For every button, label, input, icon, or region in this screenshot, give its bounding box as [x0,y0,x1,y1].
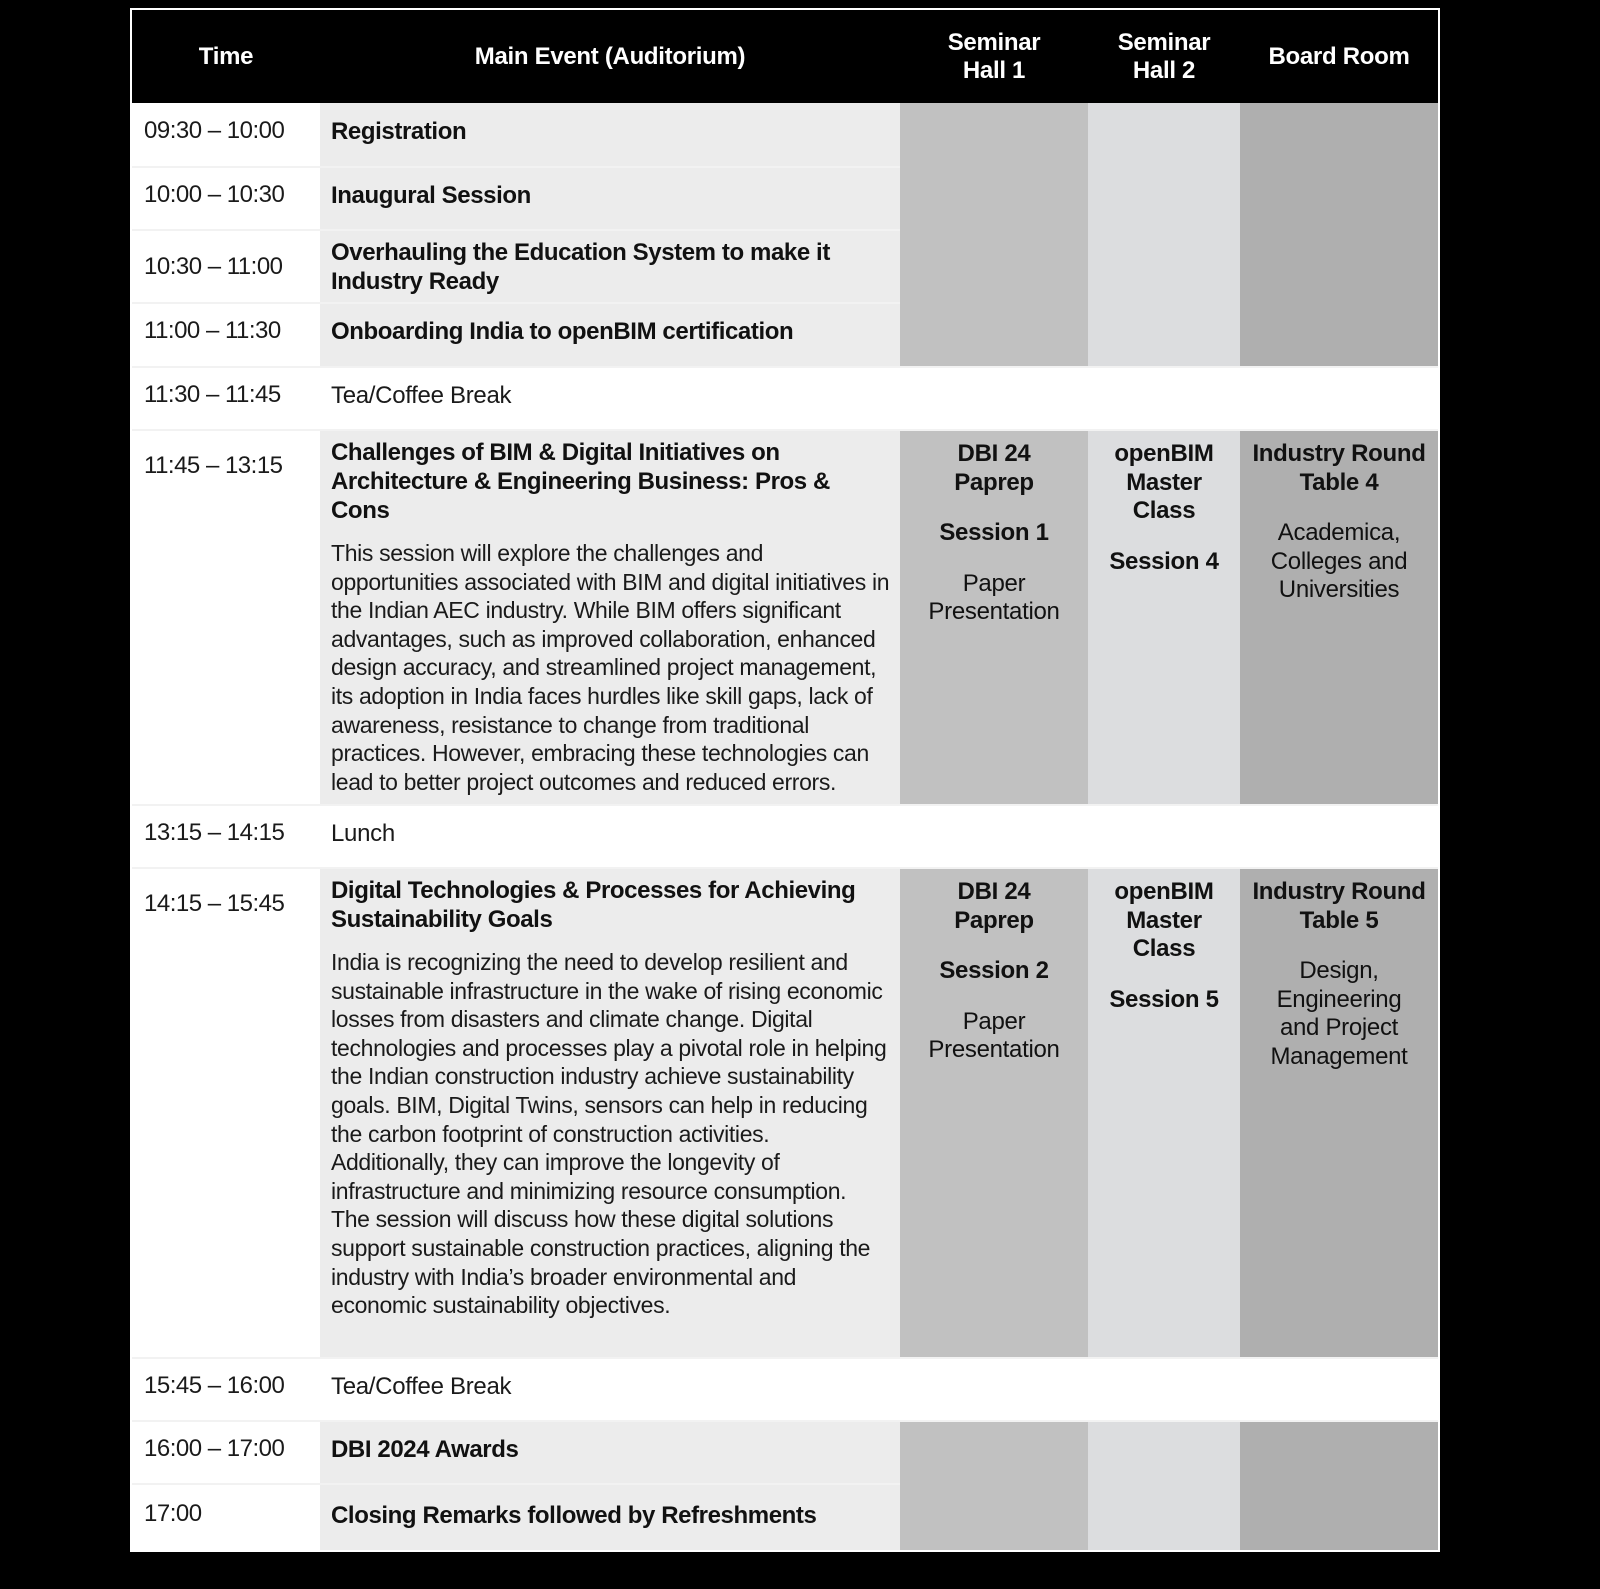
header-label-line: Hall 1 [962,56,1026,84]
seminar-hall-2-session-4 [1088,430,1240,805]
row-divider [132,166,900,168]
schedule-table [132,10,1438,1550]
header-board-room: Board Room [1240,10,1438,103]
time-cell: 14:15 – 15:45 [132,868,320,1358]
event-title: Challenges of BIM & Digital Initiatives on Architecture & Engineering Business: Pros & Cons [331,439,830,524]
seminar-hall-1-empty [900,103,1088,367]
room-session-label: Session 5 [1109,985,1219,1013]
room-detail-line: Management [1270,1042,1408,1070]
row-divider [132,1483,900,1485]
time-cell: 09:30 – 10:00 [132,103,320,167]
room-detail-line: Presentation [928,598,1060,626]
room-session-label: Session 1 [939,519,1049,547]
event-cell-openbim-certification [320,303,900,367]
row-divider [132,366,1438,368]
event-title: Closing Remarks followed by Refreshments [331,1502,817,1529]
event-cell-registration [320,103,900,167]
header-main-event: Main Event (Auditorium) [320,10,900,103]
event-title: Onboarding India to openBIM certification [331,318,794,345]
room-detail-line: Presentation [928,1036,1060,1064]
header-label-line: Seminar [1117,28,1211,56]
room-detail-line: Colleges and [1270,547,1408,575]
header-time: Time [132,10,320,103]
time-cell: 15:45 – 16:00 [132,1358,320,1421]
room-session-label: Session 4 [1109,547,1219,575]
seminar-hall-2-empty [1088,103,1240,367]
room-title-line: Paprep [954,906,1034,934]
room-title-line: Paprep [954,468,1034,496]
room-session-label: Session 2 [939,957,1049,985]
room-title-line: Master [1126,906,1202,934]
room-title-line: Class [1132,497,1196,525]
room-title-line: Class [1132,935,1196,963]
row-divider [132,1357,1438,1359]
time-cell: 13:15 – 14:15 [132,805,320,868]
room-detail-line: Paper [962,569,1026,597]
room-title-line: Table 5 [1299,906,1379,934]
row-divider [132,429,1438,431]
seminar-hall-1-session-2 [900,868,1088,1358]
lunch-cell [320,805,1438,868]
room-detail-line: Design, [1299,957,1379,985]
seminar-hall-2-empty [1088,1421,1240,1550]
room-title-line: Table 4 [1299,468,1379,496]
room-title-line: Industry Round [1252,440,1426,467]
break-label: Tea/Coffee Break [331,1373,512,1400]
event-title: DBI 2024 Awards [331,1436,519,1463]
room-detail-line: Universities [1278,576,1400,604]
row-divider [132,229,900,231]
row-divider [132,302,900,304]
time-cell: 10:00 – 10:30 [132,167,320,230]
room-title-line: openBIM [1114,440,1214,467]
room-detail-line: Engineering [1276,985,1402,1013]
board-room-empty [1240,103,1438,367]
break-cell [320,1358,1438,1421]
break-cell [320,367,1438,430]
header-seminar-hall-2 [1088,10,1240,103]
event-cell-awards [320,1421,900,1484]
lunch-label: Lunch [331,820,395,847]
event-title: Inaugural Session [331,182,531,209]
board-room-round-table-5 [1240,868,1438,1358]
room-title-line: openBIM [1114,878,1214,905]
room-title-line: Industry Round [1252,878,1426,905]
time-cell: 11:00 – 11:30 [132,303,320,367]
event-cell-education [320,230,900,303]
break-label: Tea/Coffee Break [331,382,512,409]
time-cell: 17:00 [132,1484,320,1550]
board-room-round-table-4 [1240,430,1438,805]
room-title-line: DBI 24 [957,878,1031,905]
board-room-empty [1240,1421,1438,1550]
row-divider [132,1420,1438,1422]
row-divider [132,867,1438,869]
row-divider [132,804,1438,806]
room-detail-line: Paper [962,1007,1026,1035]
room-detail-line: Academica, [1277,519,1401,547]
time-cell: 10:30 – 11:00 [132,230,320,303]
seminar-hall-1-session-1 [900,430,1088,805]
event-cell-closing [320,1484,900,1550]
event-cell-bim-challenges [320,430,900,805]
room-title-line: Master [1126,468,1202,496]
event-description: This session will explore the challenges and opportunities associated with BIM and digital initiatives in the Indian AEC industry. While BIM offers significant advantages, such as improved collaboration, enhanced design accuracy, and streamlined project management, its adoption in India faces hurdles like skill gaps, lack of awareness, resistance to change from traditional practices. However, embracing these technologies can lead to better project outcomes and reduced errors. [331,540,890,795]
event-title: Digital Technologies & Processes for Achieving Sustainability Goals [331,877,856,933]
header-seminar-hall-1 [900,10,1088,103]
event-cell-sustainability [320,868,900,1358]
event-cell-inaugural [320,167,900,230]
time-cell: 11:30 – 11:45 [132,367,320,430]
header-label-line: Seminar [947,28,1041,56]
event-title: Registration [331,118,467,145]
room-detail-line: and Project [1279,1014,1399,1042]
event-description: India is recognizing the need to develop resilient and sustainable infrastructure in the wake of rising economic losses from disasters and climate change. Digital technologies and processes play a pivotal role in helping the Indian construction industry achieve sustainability goals. BIM, Digital Twins, sensors can help in reducing the carbon footprint of construction activities. Additionally, they can improve the longevity of infrastructure and minimizing resource consumption. The session will discuss how these digital solutions support sustainable construction practices, aligning the industry with India’s broader environmental and economic sustainability objectives. [331,949,887,1319]
header-label-line: Hall 2 [1132,56,1196,84]
room-title-line: DBI 24 [957,440,1031,467]
seminar-hall-2-session-5 [1088,868,1240,1358]
seminar-hall-1-empty [900,1421,1088,1550]
time-cell: 11:45 – 13:15 [132,430,320,805]
event-title: Overhauling the Education System to make it Industry Ready [331,239,830,295]
time-cell: 16:00 – 17:00 [132,1421,320,1484]
